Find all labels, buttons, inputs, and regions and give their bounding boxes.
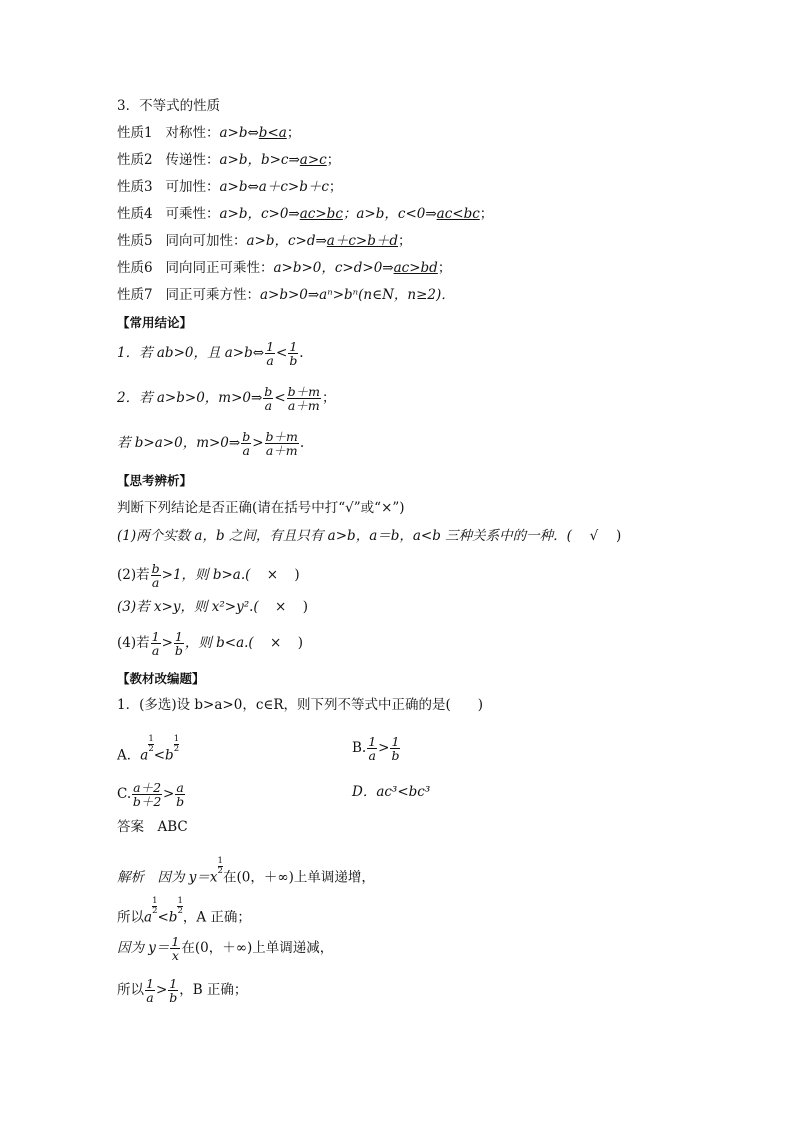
property-label: 性质4	[117, 206, 153, 222]
property-body: a>b⇔a＋c>b＋c	[219, 179, 329, 195]
property-2	[117, 151, 340, 169]
fraction-b-over-a: $\frac{b}{a}$	[264, 384, 273, 414]
property-6	[117, 259, 451, 277]
fraction-b-over-a: $\frac{b}{a}$	[242, 429, 251, 459]
textbook-question: 1．(多选)设 b>a>0，c∈R，则下列不等式中正确的是( )	[117, 697, 484, 713]
gt-sign: >	[252, 435, 264, 452]
property-name: 同正可乘方性：	[165, 287, 260, 303]
property-name: 传递性：	[165, 152, 220, 168]
section-title: 3．不等式的性质	[117, 98, 221, 114]
question-text: (1)两个实数 a，b 之间，有且只有 a>b，a＝b，a<b 三种关系中的一种．(	[117, 528, 572, 544]
gt-sign: >	[161, 635, 173, 652]
property-tail: ；	[398, 233, 412, 249]
question-prefix: (4)若	[117, 635, 150, 652]
fraction-1-over-a: $\frac{1}{a}$	[266, 339, 275, 369]
solution-line-1	[117, 857, 375, 887]
period: .	[299, 345, 304, 362]
property-label: 性质5	[117, 233, 153, 249]
property-7	[117, 286, 455, 304]
option-label: C.	[117, 786, 132, 803]
solution-text: ，B 正确；	[179, 982, 248, 999]
solution-line-4: 所以 $\frac{1}{a}$ > $\frac{1}{b}$ ，B 正确；	[117, 976, 248, 1006]
fraction-1-over-a: $\frac{1}{a}$	[151, 629, 160, 659]
cross-mark: ×	[275, 599, 287, 615]
property-tail: ；	[326, 152, 341, 168]
property-answer: a>c	[299, 152, 327, 168]
fraction-1-over-b: $\frac{1}{b}$	[289, 339, 298, 369]
option-d: D．ac³<bc³	[352, 784, 431, 800]
property-answer: ac>bc	[299, 206, 343, 222]
fraction-1-over-b: $\frac{1}{b}$	[169, 976, 178, 1006]
conclusion-1	[117, 340, 304, 367]
solution-text: 所以	[117, 909, 144, 926]
solution-text: 在(0，＋∞)上单调递减，	[181, 940, 334, 957]
fraction-1-over-b: $\frac{1}{b}$	[391, 734, 400, 764]
option-label: A．	[117, 747, 141, 764]
think-q3	[117, 598, 308, 616]
fraction-1-over-a: $\frac{1}{a}$	[368, 734, 377, 764]
property-label: 性质7	[117, 287, 153, 303]
property-3	[117, 178, 342, 196]
option-b: B. $\frac{1}{a}$ > $\frac{1}{b}$	[352, 734, 400, 764]
property-name: 同向可加性：	[165, 233, 247, 249]
cross-mark: ×	[270, 635, 282, 652]
property-mid: ；a>b，c<0⇒	[342, 206, 437, 222]
answer-line: 答案 ABC	[117, 819, 188, 835]
option-c: C. $\frac{a+2}{b+2}$ > $\frac{a}{b}$	[117, 780, 185, 810]
fraction-a2-over-b2: $\frac{a+2}{b+2}$	[132, 780, 162, 810]
property-body: a>b，c>d⇒	[246, 233, 327, 249]
base-b: b	[165, 747, 174, 764]
close-paren: )	[294, 567, 300, 584]
property-name: 可加性：	[165, 179, 220, 195]
property-name: 同向同正可乘性：	[165, 260, 274, 276]
cross-mark: ×	[266, 567, 279, 584]
think-header: 【思考辨析】	[117, 473, 193, 488]
solution-text: 因为 y＝	[117, 940, 170, 957]
property-answer: b<a	[258, 125, 287, 141]
property-label: 性质2	[117, 152, 153, 168]
check-mark: √	[589, 528, 599, 544]
property-name: 可乘性：	[165, 206, 220, 222]
base-a: a	[144, 909, 153, 926]
fraction-b-over-a: $\frac{b}{a}$	[151, 561, 160, 591]
property-body: a>b>0，c>d>0⇒	[273, 260, 394, 276]
property-body: a>b>0⇒aⁿ>bⁿ(n∈N，n≥2)．	[259, 287, 455, 303]
property-tail: ；	[328, 179, 343, 195]
property-label: 性质3	[117, 179, 153, 195]
conclusion-2	[117, 385, 335, 412]
exponent-half: $\frac{1}{2}$	[173, 734, 180, 754]
question-prefix: (2)若	[117, 567, 150, 584]
exponent-half: $\frac{1}{2}$	[177, 896, 183, 916]
solution-text: 所以	[117, 982, 144, 999]
solution-text: 在(0，＋∞)上单调递增，	[222, 869, 375, 886]
property-label: 性质6	[117, 260, 153, 276]
exponent-half: $\frac{1}{2}$	[148, 734, 154, 754]
property-body: a>b，b>c⇒	[219, 152, 300, 168]
property-4	[117, 205, 493, 223]
common-header: 【常用结论】	[117, 315, 193, 330]
think-q1	[117, 527, 621, 545]
property-label: 性质1	[117, 125, 153, 141]
fraction-bm-over-am: $\frac{b+m}{a+m}$	[265, 429, 298, 459]
lt-sign: <	[274, 390, 286, 407]
fraction-1-over-x: $\frac{1}{x}$	[171, 934, 180, 964]
property-name: 对称性：	[165, 125, 220, 141]
property-body: a>b⇔	[219, 125, 259, 141]
period: .	[299, 435, 305, 452]
property-tail: ；	[286, 125, 301, 141]
conclusion-prefix: 若 b>a>0，m>0⇒	[117, 435, 241, 452]
think-q2	[117, 562, 300, 589]
base-b: b	[168, 909, 178, 926]
solution-text: 解析 因为 y＝x	[117, 869, 218, 886]
fraction-bm-over-am: $\frac{b+m}{a+m}$	[287, 384, 320, 414]
property-tail: ；	[479, 206, 494, 222]
property-answer: a＋c>b＋d	[326, 233, 399, 249]
solution-text: ，A 正确；	[182, 909, 251, 926]
question-text: (3)若 x>y，则 x²>y².(	[117, 599, 259, 615]
property-tail: ；	[437, 260, 452, 276]
exponent-half: $\frac{1}{2}$	[152, 896, 158, 916]
conclusion-3	[117, 430, 304, 457]
question-text: >1，则 b>a.(	[161, 567, 251, 584]
solution-line-3	[117, 935, 333, 962]
fraction-a-over-b: $\frac{a}{b}$	[176, 780, 185, 810]
think-intro: 判断下列结论是否正确(请在括号中打“√”或“×”)	[117, 500, 405, 516]
textbook-header: 【教材改编题】	[117, 671, 205, 686]
semicolon: ；	[321, 390, 336, 407]
property-answer: ac>bd	[393, 260, 438, 276]
exponent-half: $\frac{1}{2}$	[217, 856, 223, 876]
property-5	[117, 232, 412, 250]
close-paren: )	[615, 528, 622, 544]
close-paren: )	[302, 599, 308, 615]
close-paren: )	[297, 635, 303, 652]
fraction-1-over-b: $\frac{1}{b}$	[174, 629, 183, 659]
property-1	[117, 124, 300, 142]
question-text: ，则 b<a.(	[184, 635, 254, 652]
solution-line-2: 所以a $\frac{1}{2}$ <b $\frac{1}{2}$ ，A 正确；	[117, 896, 251, 926]
option-label: B.	[352, 740, 367, 757]
lt-sign: <	[276, 345, 288, 362]
property-body: a>b，c>0⇒	[219, 206, 300, 222]
conclusion-prefix: 1．若 ab>0，且 a>b⇔	[117, 345, 265, 362]
base-a: a	[140, 747, 149, 764]
think-q4	[117, 630, 303, 657]
option-a: A．a $\frac{1}{2}$ <b $\frac{1}{2}$	[117, 734, 180, 764]
property-answer-2: ac<bc	[436, 206, 480, 222]
conclusion-prefix: 2．若 a>b>0，m>0⇒	[117, 390, 263, 407]
fraction-1-over-a: $\frac{1}{a}$	[146, 976, 154, 1006]
